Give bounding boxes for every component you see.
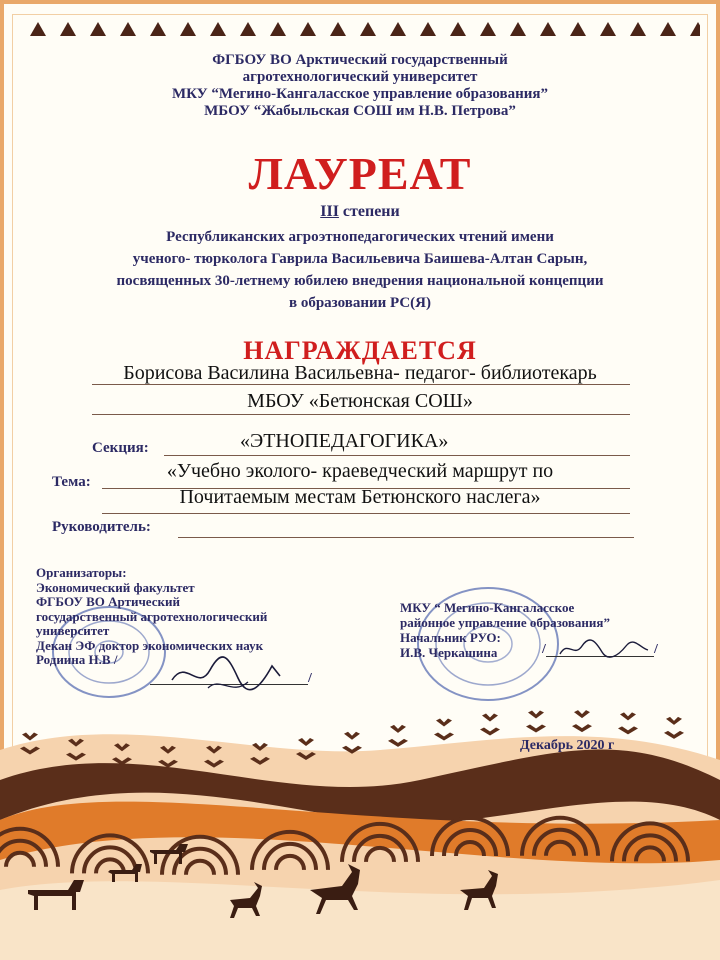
- recipient-school: МБОУ «Бетюнская СОШ»: [247, 390, 473, 412]
- ornament-triangle: [630, 22, 646, 36]
- ornament-triangle: [510, 22, 526, 36]
- ornament-triangle: [150, 22, 166, 36]
- description-line: Республиканских агроэтнопедагогических чтений имени: [166, 229, 554, 245]
- ornament-triangle: [180, 22, 196, 36]
- organizer-line: районное управление образования”: [400, 615, 610, 630]
- organizer-line: Начальник РУО:: [400, 630, 501, 645]
- award-heading: НАГРАЖДАЕТСЯ: [243, 336, 477, 365]
- ornament-triangle: [60, 22, 76, 36]
- topic-value-line2: Почитаемым местам Бетюнского наслега»: [179, 486, 541, 508]
- ornament-triangle: [300, 22, 316, 36]
- issuers-header: [0, 52, 720, 120]
- topic-value-line1: «Учебно эколого- краеведческий маршрут по: [166, 460, 554, 482]
- ornament-triangle: [450, 22, 466, 36]
- ornament-triangle: [570, 22, 586, 36]
- organizer-line: И.В. Черкашина: [400, 645, 498, 660]
- organizer-line: университет: [36, 623, 110, 638]
- certificate-title: ЛАУРЕАТ: [248, 148, 472, 199]
- ornament-tree: [434, 718, 454, 740]
- slash: /: [308, 671, 312, 686]
- ornament-triangle: [390, 22, 406, 36]
- underline: [178, 537, 634, 538]
- topic-label: Тема:: [52, 474, 91, 490]
- organizer-line: государственный агротехнологический: [36, 608, 268, 624]
- underline: [102, 513, 630, 514]
- organizer-line: Экономический факультет: [36, 579, 195, 595]
- description-line: в образовании РС(Я): [288, 295, 432, 311]
- ornament-tree: [618, 712, 638, 734]
- organizer-line: Декан ЭФ доктор экономических наук: [36, 637, 264, 653]
- degree-roman: III: [320, 203, 339, 220]
- description-line: посвященных 30-летнему юбилею внедрения национальной концепции: [116, 273, 604, 289]
- issuer-line: агротехнологический университет: [242, 69, 478, 85]
- organizer-line: МКУ “ Мегино-Кангаласское: [400, 600, 575, 615]
- underline: [92, 384, 630, 385]
- ornament-tree: [664, 717, 684, 739]
- ornament-triangle: [240, 22, 256, 36]
- recipient-name: Борисова Василина Васильевна- педагог- библиотекарь: [123, 362, 597, 384]
- degree-word: степени: [342, 203, 400, 220]
- supervisor-label: Руководитель:: [52, 519, 151, 535]
- issue-date: Декабрь 2020 г: [520, 738, 615, 753]
- issuer-line: МКУ “Мегино-Кангаласское управление образования”: [171, 86, 549, 102]
- ornament-triangle: [690, 22, 700, 36]
- issuer-line: ФГБОУ ВО Арктический государственный: [212, 52, 508, 68]
- top-ornament: [20, 16, 700, 44]
- right-signature: [556, 638, 652, 660]
- organizer-line: Организаторы:: [36, 565, 127, 580]
- ornament-tree: [480, 713, 500, 735]
- ornament-band: [0, 690, 720, 960]
- ornament-triangle: [330, 22, 346, 36]
- organizer-line: ФГБОУ ВО Артический: [36, 594, 180, 609]
- slash: /: [542, 642, 546, 657]
- organizer-line: Родиина Н.В /: [36, 652, 118, 667]
- ornament-tree: [342, 732, 362, 754]
- slash: /: [654, 642, 658, 657]
- issuer-line: МБОУ “Жабыльская СОШ им Н.В. Петрова”: [204, 103, 516, 119]
- ornament-triangle: [120, 22, 136, 36]
- ornament-triangle: [420, 22, 436, 36]
- event-description: [0, 226, 720, 314]
- ornament-triangle: [540, 22, 556, 36]
- section-value: «ЭТНОПЕДАГОГИКА»: [240, 430, 449, 452]
- ornament-tree: [526, 711, 546, 733]
- description-line: ученого- тюрколога Гаврила Васильевича Баишева-Алтан Сарын,: [132, 251, 588, 267]
- ornament-triangle: [600, 22, 616, 36]
- ornament-triangle: [30, 22, 46, 36]
- ornament-triangle: [90, 22, 106, 36]
- section-label: Секция:: [92, 440, 149, 456]
- ornament-tree: [388, 725, 408, 747]
- underline: [164, 455, 630, 456]
- ornament-triangle: [480, 22, 496, 36]
- ornament-triangle: [360, 22, 376, 36]
- ornament-tree: [572, 710, 592, 732]
- ornament-triangle: [660, 22, 676, 36]
- underline: [92, 414, 630, 415]
- ornament-triangle: [210, 22, 226, 36]
- degree-line: [0, 202, 720, 222]
- ornament-triangle: [270, 22, 286, 36]
